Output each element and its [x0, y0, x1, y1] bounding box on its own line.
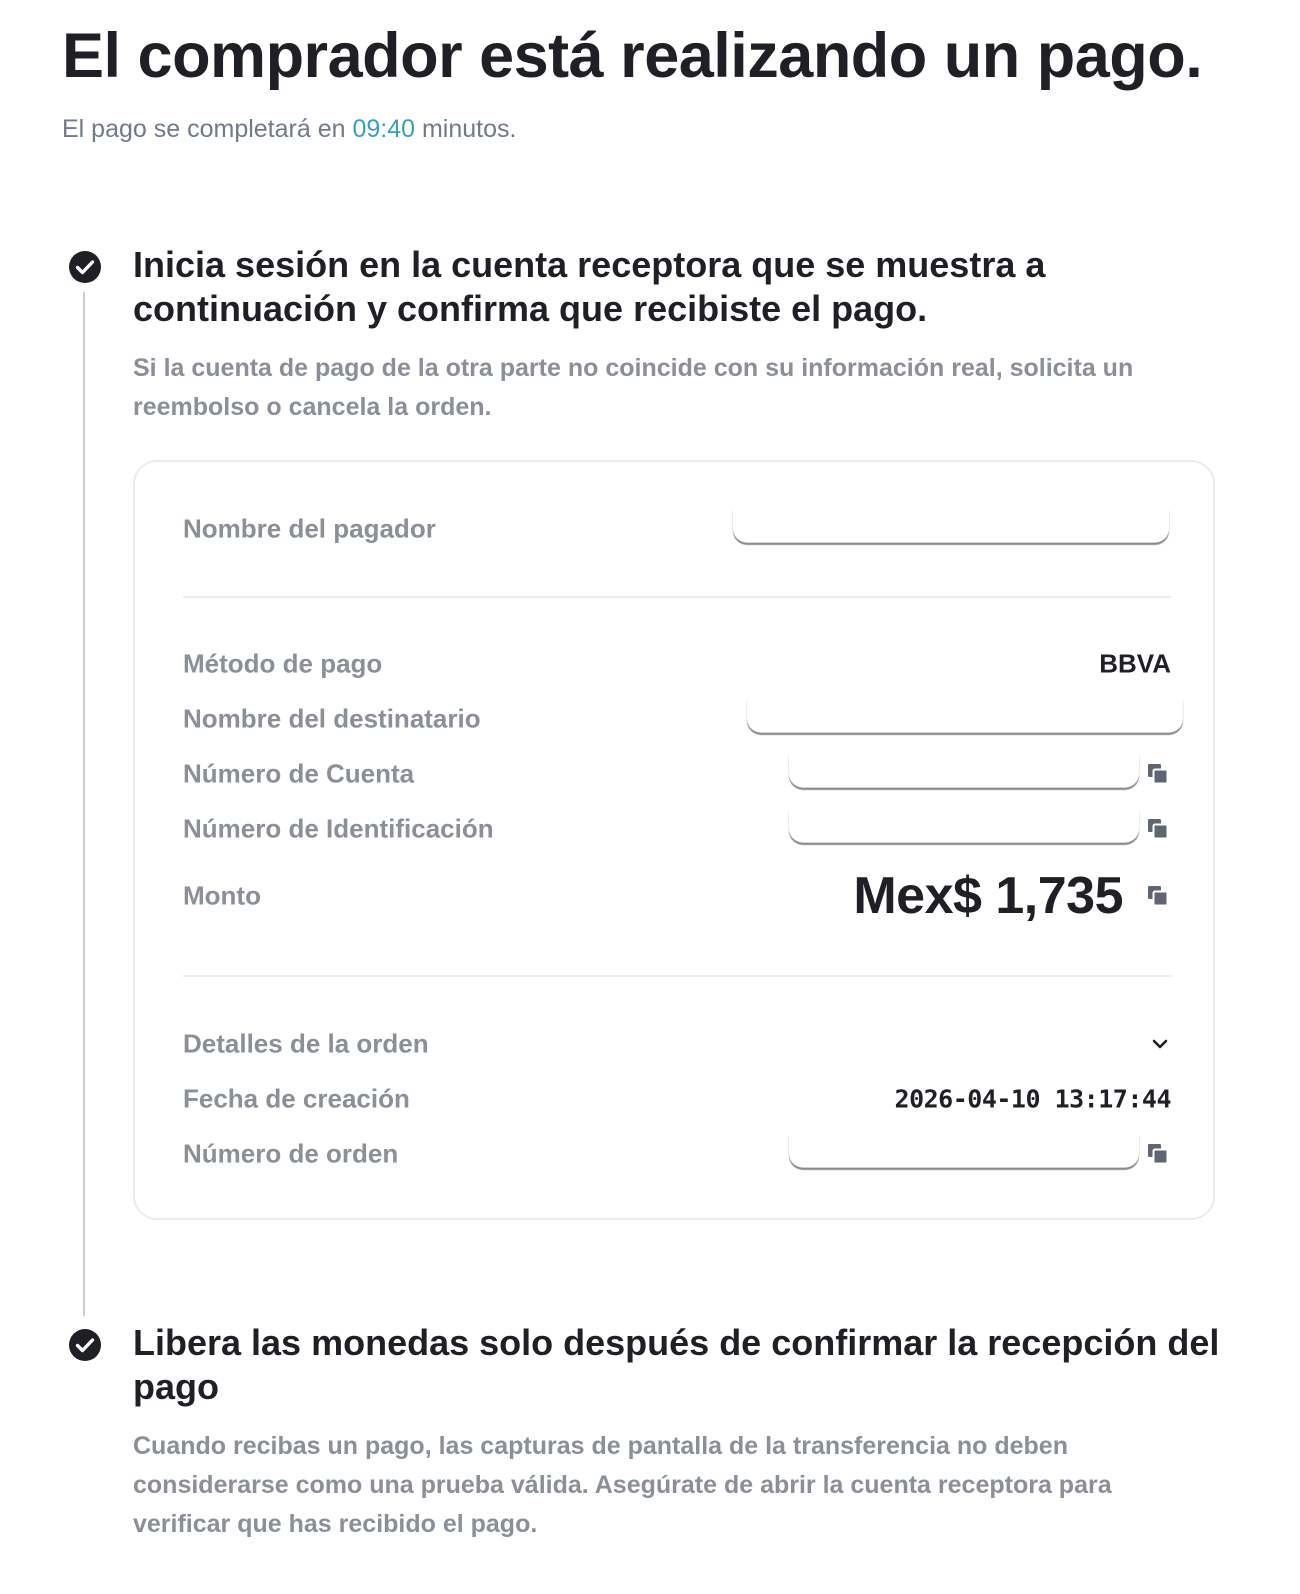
amount-value: Mex$ 1,735: [853, 867, 1123, 925]
step-title-verify-payment: Inicia sesión en la cuenta receptora que se muestra a continuación y confirma que recibiste el pago.: [133, 244, 1046, 329]
order-details-toggle[interactable]: [183, 1022, 1171, 1066]
copy-icon[interactable]: [1145, 761, 1171, 787]
id-number-row: [183, 807, 1171, 851]
page-title: El comprador está realizando un pago.: [62, 21, 1203, 91]
countdown-suffix: minutos.: [415, 115, 517, 143]
id-number-label: Número de Identificación: [183, 813, 494, 844]
order-number-redacted: [789, 1134, 1139, 1168]
payer-name-label: Nombre del pagador: [183, 513, 436, 544]
payment-method-row: [183, 642, 1171, 686]
order-number-label: Número de orden: [183, 1138, 399, 1169]
recipient-name-row: [183, 697, 1171, 741]
payment-method-label: Método de pago: [183, 648, 383, 679]
recipient-name-label: Nombre del destinatario: [183, 703, 481, 734]
copy-icon[interactable]: [1145, 1141, 1171, 1167]
divider: [183, 596, 1171, 598]
step-description-release-coins: Cuando recibas un pago, las capturas de pantalla de la transferencia no deben considerarse como una prueba válida. Asegúrate de abrir la cuenta receptora para verificar que has recibido el pago.: [133, 1432, 1112, 1538]
account-number-label: Número de Cuenta: [183, 758, 415, 789]
account-number-redacted: [789, 754, 1139, 788]
order-details-label: Detalles de la orden: [183, 1028, 429, 1059]
countdown-timer: 09:40: [352, 115, 416, 143]
amount-label: Monto: [183, 880, 261, 911]
order-number-row: [183, 1132, 1171, 1176]
creation-date-row: [183, 1077, 1171, 1121]
payer-name-row: [183, 507, 1171, 551]
timeline-connector: [83, 292, 85, 1316]
chevron-down-icon[interactable]: [1149, 1033, 1171, 1055]
step-title-release-coins: Libera las monedas solo después de confirmar la recepción del pago: [133, 1322, 1220, 1407]
payment-method-value: BBVA: [1099, 648, 1171, 679]
payment-countdown-text: [62, 112, 516, 146]
copy-icon[interactable]: [1145, 816, 1171, 842]
check-circle-icon: [68, 1328, 102, 1362]
payer-name-redacted: [733, 509, 1169, 543]
creation-date-value: 2026-04-10 13:17:44: [894, 1084, 1171, 1114]
copy-icon[interactable]: [1145, 883, 1171, 909]
payment-details-card: [133, 460, 1215, 1220]
recipient-name-redacted: [747, 699, 1183, 733]
step-description-verify-payment: Si la cuenta de pago de la otra parte no coincide con su información real, solicita un reembolso o cancela la orden.: [133, 354, 1134, 421]
check-circle-icon: [68, 250, 102, 284]
id-number-redacted: [789, 809, 1139, 843]
countdown-prefix: El pago se completará en: [62, 115, 353, 143]
account-number-row: [183, 752, 1171, 796]
creation-date-label: Fecha de creación: [183, 1083, 410, 1114]
divider: [183, 975, 1171, 977]
amount-row: [183, 866, 1171, 926]
